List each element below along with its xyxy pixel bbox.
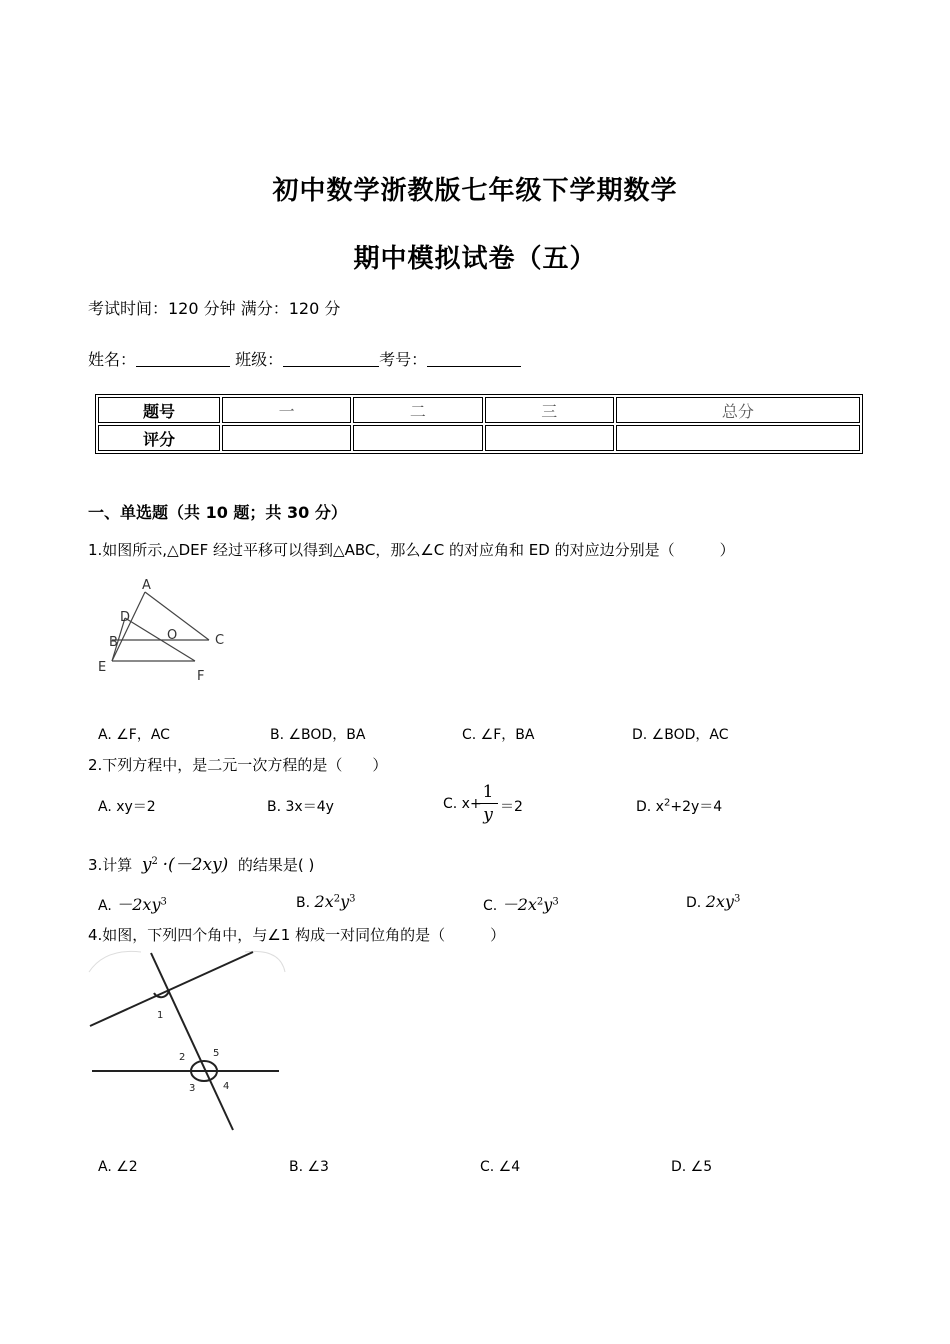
section-heading: 一、单选题（共 10 题；共 30 分） (88, 503, 347, 522)
fig4-label: 2 (179, 1052, 186, 1063)
q4-option-b[interactable]: B. ∠3 (289, 1159, 329, 1175)
score-cell[interactable] (222, 425, 351, 451)
q1-option-b[interactable]: B. ∠BOD，BA (270, 727, 366, 743)
q3-option-a[interactable] (98, 892, 167, 915)
q1-option-d[interactable]: D. ∠BOD，AC (632, 727, 729, 743)
fraction-numerator: 1 (482, 782, 494, 802)
fraction-denominator: y (483, 805, 493, 825)
page-subtitle: 期中模拟试卷（五） (353, 244, 597, 274)
q4-option-a[interactable]: A. ∠2 (98, 1159, 138, 1175)
score-table-row (98, 425, 860, 451)
fig1-label: B (109, 635, 118, 650)
q3-sup: 2 (151, 856, 158, 867)
q3-c-math: －2x (501, 895, 537, 914)
fig4-label: 5 (213, 1048, 220, 1059)
score-table-header-row (98, 397, 860, 423)
fraction-bar (478, 803, 498, 804)
class-label: 班级： (230, 350, 284, 369)
question-1-text: 1.如图所示,△DEF 经过平移可以得到△ABC，那么∠C 的对应角和 ED 的对应边分别是（ ） (88, 541, 735, 559)
q1-option-a[interactable]: A. ∠F，AC (98, 727, 170, 743)
q4-option-c[interactable]: C. ∠4 (480, 1159, 521, 1175)
score-header-cell: 三 (485, 397, 614, 423)
q3-c-label: C. (483, 898, 498, 914)
q2-option-d[interactable] (636, 796, 722, 816)
name-field[interactable] (136, 352, 230, 367)
q3-option-d[interactable] (686, 892, 740, 911)
q2-option-c-fraction (478, 782, 498, 825)
score-header-cell: 总分 (616, 397, 860, 423)
score-header-cell: 一 (222, 397, 351, 423)
fig1-line-ab (112, 592, 145, 661)
class-field[interactable] (283, 352, 379, 367)
fig1-label: F (197, 669, 205, 684)
score-cell[interactable] (353, 425, 482, 451)
fig4-label: 3 (189, 1083, 196, 1094)
page-title: 初中数学浙教版七年级下学期数学 (272, 176, 678, 206)
q3-expr: ·(－2xy) (162, 855, 229, 875)
q2-option-b[interactable]: B. 3x＝4y (267, 799, 334, 815)
q3-c-sup1: 2 (536, 896, 544, 908)
name-label: 姓名： (88, 350, 137, 369)
fig4-label: 1 (157, 1010, 164, 1021)
q3-prefix: 3.计算 (88, 856, 133, 874)
q3-suffix: 的结果是( ) (237, 856, 315, 874)
q3-y: y (141, 855, 152, 875)
fig1-label: A (142, 578, 151, 593)
fig1-label: C (215, 633, 225, 648)
q2-option-c-suffix: ＝2 (500, 799, 523, 815)
question-4-figure (85, 948, 290, 1138)
q2-d-prefix: D. x (636, 799, 664, 815)
q3-b-math: 2x (314, 892, 334, 911)
q3-option-b[interactable] (296, 892, 356, 911)
q2-d-suffix: +2y＝4 (670, 799, 723, 815)
fig4-label: 4 (223, 1081, 230, 1092)
fig1-label: D (120, 610, 131, 625)
q3-a-label: A. (98, 898, 112, 914)
fig4-decoration (89, 951, 141, 972)
score-header-cell: 二 (353, 397, 482, 423)
score-cell[interactable] (616, 425, 860, 451)
q3-b-sup2: 3 (349, 893, 356, 905)
q2-d-sup: 2 (663, 797, 671, 809)
q3-d-label: D. (686, 895, 702, 911)
number-label: 考号： (379, 350, 428, 369)
q3-a-sup: 3 (160, 896, 167, 908)
q3-b-label: B. (296, 895, 311, 911)
fig1-label: O (167, 628, 178, 643)
q3-c-math2: y (543, 895, 553, 914)
q3-a-math: －2xy (116, 895, 161, 914)
score-header-cell: 题号 (98, 397, 220, 423)
question-1-figure (92, 572, 242, 687)
fig4-line-top (90, 952, 253, 1026)
score-row-label: 评分 (98, 425, 220, 451)
score-cell[interactable] (485, 425, 614, 451)
q3-b-math2: y (340, 892, 350, 911)
q3-d-sup: 3 (733, 893, 741, 905)
q1-option-c[interactable]: C. ∠F，BA (462, 727, 535, 743)
q3-option-c[interactable] (483, 892, 559, 915)
question-2-text: 2.下列方程中，是二元一次方程的是（ ） (88, 756, 388, 774)
question-4-text: 4.如图，下列四个角中，与∠1 构成一对同位角的是（ ） (88, 926, 506, 944)
score-table (95, 394, 863, 454)
q3-d-math: 2xy (705, 892, 734, 911)
q3-b-sup1: 2 (333, 893, 341, 905)
q2-option-a[interactable]: A. xy＝2 (98, 799, 156, 815)
q4-option-d[interactable]: D. ∠5 (671, 1159, 713, 1175)
number-field[interactable] (427, 352, 521, 367)
q2-option-c-prefix[interactable]: C. x+ (443, 796, 482, 812)
fig1-label: E (98, 660, 107, 675)
student-fields (88, 347, 521, 370)
exam-info: 考试时间：120 分钟 满分：120 分 (88, 299, 341, 318)
question-3-text (88, 850, 314, 875)
q3-c-sup2: 3 (552, 896, 559, 908)
fig4-decoration (245, 951, 285, 972)
